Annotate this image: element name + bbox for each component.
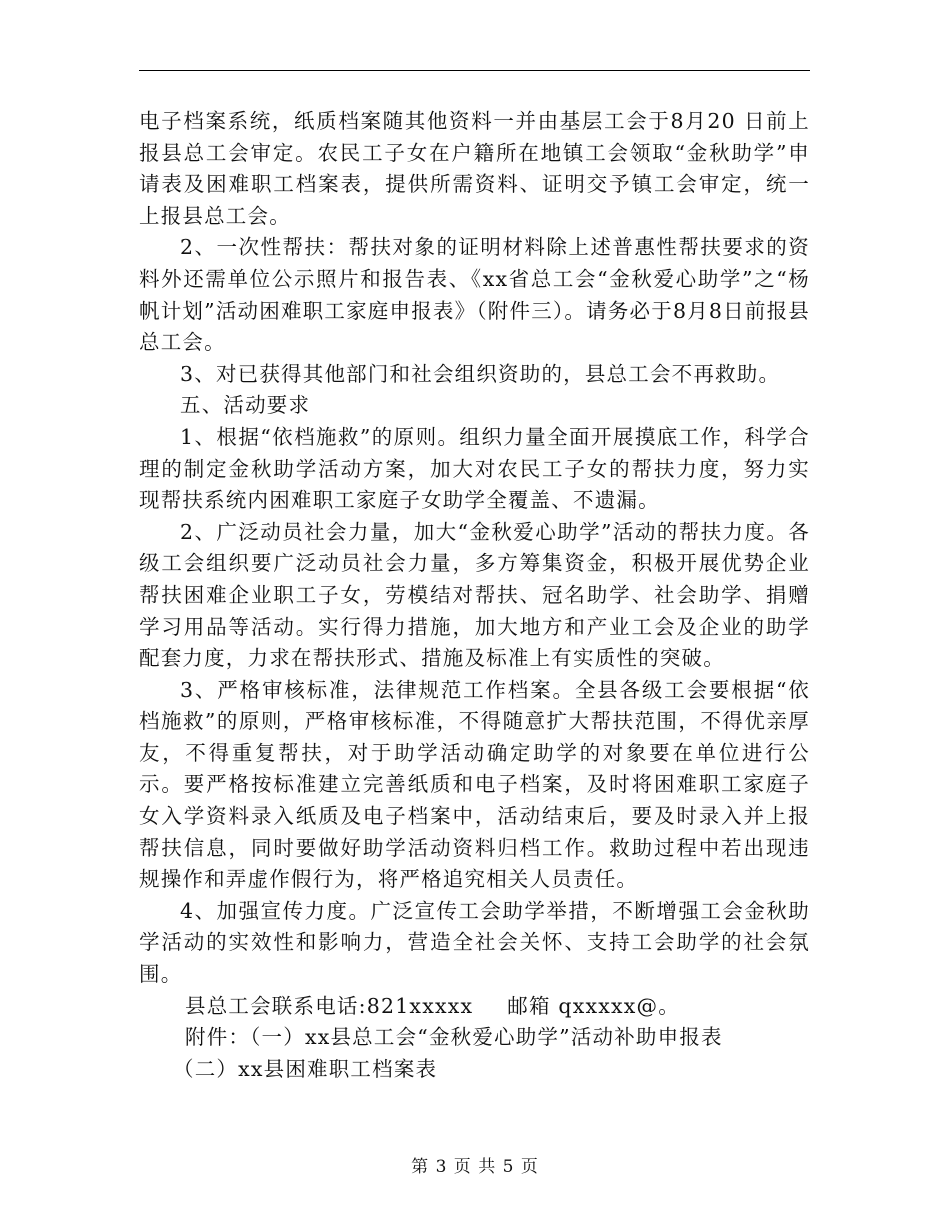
paragraph-requirement-1: 1、根据“依档施救”的原则。组织力量全面开展摸底工作，科学合理的制定金秋助学活动方案，加大对农民工子女的帮扶力度，努力实现帮扶系统内困难职工家庭子女助学全覆盖、不遗漏。: [139, 424, 810, 513]
paragraph-requirement-4: 4、加强宣传力度。广泛宣传工会助学举措，不断增强工会金秋助学活动的实效性和影响力，营造全社会关怀、支持工会助学的社会氛围。: [139, 898, 810, 987]
header-rule: [139, 70, 810, 71]
contact-email: 邮箱 qxxxxx@。: [507, 993, 680, 1018]
attachment-line-2: （二）xx县困难职工档案表: [173, 1056, 438, 1081]
paragraph-no-duplicate-aid: 3、对已获得其他部门和社会组织资助的，县总工会不再救助。: [180, 361, 781, 386]
paragraph-continuation: 电子档案系统，纸质档案随其他资料一并由基层工会于8月20 日前上报县总工会审定。农民工子女在户籍所在地镇工会领取“金秋助学”申请表及困难职工档案表，提供所需资料、证明交予镇工会审定，统一上报县总工会。: [139, 109, 810, 228]
attachment-line-1: 附件：（一）xx县总工会“金秋爱心助学”活动补助申报表: [185, 1025, 723, 1050]
paragraph-one-time-assistance: 2、一次性帮扶：帮扶对象的证明材料除上述普惠性帮扶要求的资料外还需单位公示照片和报告表、《xx省总工会“金秋爱心助学”之“杨帆计划”活动困难职工家庭申报表》（附件三）。请务必于8月8日前报县总工会。: [139, 235, 810, 355]
contact-line: [139, 991, 810, 1023]
page-number-footer: 第 3 页 共 5 页: [411, 1157, 539, 1177]
section-heading-activity-requirements: 五、活动要求: [180, 393, 311, 418]
contact-phone: 县总工会联系电话:821xxxxx: [185, 993, 474, 1018]
document-body: [139, 106, 810, 1085]
paragraph-requirement-3: 3、严格审核标准，法律规范工作档案。全县各级工会要根据“依档施救”的原则，严格审核标准，不得随意扩大帮扶范围，不得优亲厚友，不得重复帮扶，对于助学活动确定助学的对象要在单位进行公示。要严格按标准建立完善纸质和电子档案，及时将困难职工家庭子女入学资料录入纸质及电子档案中，活动结束后，要及时录入并上报帮扶信息，同时要做好助学活动资料归档工作。救助过程中若出现违规操作和弄虚作假行为，将严格追究相关人员责任。: [139, 677, 810, 892]
paragraph-requirement-2: 2、广泛动员社会力量，加大“金秋爱心助学”活动的帮扶力度。各级工会组织要广泛动员社会力量，多方筹集资金，积极开展优势企业帮扶困难企业职工子女，劳模结对帮扶、冠名助学、社会助学、捐赠学习用品等活动。实行得力措施，加大地方和产业工会及企业的助学配套力度，力求在帮扶形式、措施及标准上有实质性的突破。: [139, 519, 810, 671]
